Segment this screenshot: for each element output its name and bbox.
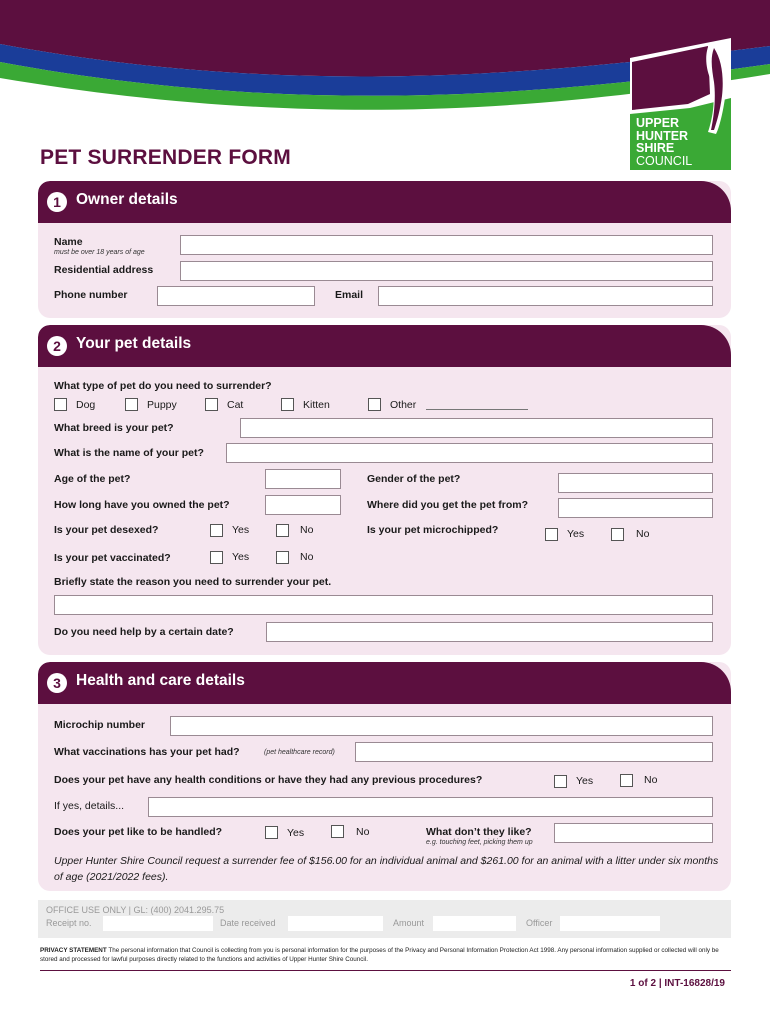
- address-input[interactable]: [180, 261, 713, 281]
- owned-duration-input[interactable]: [265, 495, 341, 515]
- section-header: [38, 662, 731, 704]
- form-title: PET SURRENDER FORM: [40, 146, 291, 169]
- vaccinations-input[interactable]: [355, 742, 713, 762]
- pet-type-question: What type of pet do you need to surrender?: [54, 380, 272, 392]
- section-number: 3: [47, 673, 67, 693]
- dislike-note: e.g. touching feet, picking them up: [426, 839, 533, 846]
- conditions-no-label: No: [644, 774, 658, 786]
- vaccinations-note: (pet healthcare record): [264, 749, 335, 756]
- microchipped-no-checkbox[interactable]: [611, 528, 624, 541]
- section-number: 2: [47, 336, 67, 356]
- address-label: Residential address: [54, 264, 154, 276]
- section-header: [38, 325, 731, 367]
- details-input[interactable]: [148, 797, 713, 817]
- officer-input[interactable]: [560, 916, 660, 931]
- logo-line-3: SHIRE: [636, 141, 675, 155]
- microchipped-no-label: No: [636, 528, 650, 540]
- desexed-yes-checkbox[interactable]: [210, 524, 223, 537]
- vaccinated-label: Is your pet vaccinated?: [54, 552, 171, 564]
- owned-duration-label: How long have you owned the pet?: [54, 499, 230, 511]
- dislike-label: What don’t they like?: [426, 826, 532, 838]
- receipt-label: Receipt no.: [46, 918, 92, 928]
- dislike-input[interactable]: [554, 823, 713, 843]
- email-input[interactable]: [378, 286, 713, 306]
- section-header: [38, 181, 731, 223]
- needed-date-input[interactable]: [266, 622, 713, 642]
- source-label: Where did you get the pet from?: [367, 499, 529, 511]
- microchip-number-label: Microchip number: [54, 719, 146, 731]
- reason-label: Briefly state the reason you need to surrender your pet.: [54, 576, 332, 588]
- amount-input[interactable]: [433, 916, 516, 931]
- section-title: Health and care details: [76, 672, 245, 689]
- logo-line-4: COUNCIL: [636, 153, 693, 168]
- vaccinations-label: What vaccinations has your pet had?: [54, 746, 240, 758]
- amount-label: Amount: [393, 918, 425, 928]
- microchipped-yes-checkbox[interactable]: [545, 528, 558, 541]
- conditions-label: Does your pet have any health conditions or have they had any previous procedures?: [54, 774, 483, 786]
- privacy-heading: PRIVACY STATEMENT: [40, 947, 107, 954]
- handled-no-checkbox[interactable]: [331, 825, 344, 838]
- handled-no-label: No: [356, 826, 370, 838]
- gender-input[interactable]: [558, 473, 713, 493]
- source-input[interactable]: [558, 498, 713, 518]
- handled-label: Does your pet like to be handled?: [54, 826, 223, 838]
- vaccinated-yes-label: Yes: [232, 551, 250, 563]
- date-received-input[interactable]: [288, 916, 383, 931]
- phone-label: Phone number: [54, 289, 128, 301]
- desexed-no-label: No: [300, 524, 314, 536]
- microchip-number-input[interactable]: [170, 716, 713, 736]
- desexed-label: Is your pet desexed?: [54, 524, 159, 536]
- pet-type-kitten-checkbox[interactable]: [281, 398, 294, 411]
- pet-type-other-checkbox[interactable]: [368, 398, 381, 411]
- conditions-yes-label: Yes: [576, 775, 594, 787]
- age-input[interactable]: [265, 469, 341, 489]
- age-label: Age of the pet?: [54, 473, 131, 485]
- pet-type-puppy-label: Puppy: [147, 399, 177, 411]
- surrender-fee-note: Upper Hunter Shire Council request a surrender fee of $156.00 for an individual animal and $261.00 for an animal with a litter under six months of age (2021/2022 fees).: [54, 855, 719, 883]
- footer-divider: [40, 970, 731, 971]
- handled-yes-checkbox[interactable]: [265, 826, 278, 839]
- microchipped-yes-label: Yes: [567, 528, 585, 540]
- officer-label: Officer: [526, 918, 553, 928]
- pet-type-kitten-label: Kitten: [303, 399, 330, 411]
- pet-type-puppy-checkbox[interactable]: [125, 398, 138, 411]
- details-label: If yes, details...: [54, 800, 125, 812]
- desexed-yes-label: Yes: [232, 524, 250, 536]
- section-title: Owner details: [76, 191, 178, 208]
- conditions-yes-checkbox[interactable]: [554, 775, 567, 788]
- office-use-panel: [38, 900, 731, 938]
- vaccinated-no-checkbox[interactable]: [276, 551, 289, 564]
- breed-input[interactable]: [240, 418, 713, 438]
- desexed-no-checkbox[interactable]: [276, 524, 289, 537]
- gender-label: Gender of the pet?: [367, 473, 461, 485]
- pet-type-other-label: Other: [390, 399, 417, 411]
- microchipped-label: Is your pet microchipped?: [367, 524, 499, 536]
- logo-line-1: UPPER: [636, 116, 680, 130]
- phone-input[interactable]: [157, 286, 315, 306]
- pet-type-cat-checkbox[interactable]: [205, 398, 218, 411]
- pet-type-other-input[interactable]: [426, 409, 528, 410]
- logo-line-2: HUNTER: [636, 128, 689, 143]
- pet-type-dog-label: Dog: [76, 399, 96, 411]
- handled-yes-label: Yes: [287, 827, 305, 839]
- office-use-heading: OFFICE USE ONLY | GL: (400) 2041.295.75: [46, 905, 225, 915]
- section-number: 1: [47, 192, 67, 212]
- pet-name-label: What is the name of your pet?: [54, 447, 204, 459]
- owner-name-input[interactable]: [180, 235, 713, 255]
- pet-name-input[interactable]: [226, 443, 713, 463]
- privacy-text: The personal information that Council is collecting from you is personal information for the purposes of the Privacy and Personal Information Protection Act 1998. Any personal information supplied or collected will only be stored and processed for lawful purposes directly related to the functions and activities of Upper Hunter Shire Council.: [40, 947, 719, 963]
- receipt-input[interactable]: [103, 916, 213, 931]
- owner-name-note: must be over 18 years of age: [54, 249, 145, 256]
- vaccinated-no-label: No: [300, 551, 314, 563]
- email-label: Email: [335, 289, 364, 301]
- breed-label: What breed is your pet?: [54, 422, 174, 434]
- pet-type-cat-label: Cat: [227, 399, 244, 411]
- vaccinated-yes-checkbox[interactable]: [210, 551, 223, 564]
- page-number: 1 of 2 | INT-16828/19: [629, 978, 725, 989]
- owner-name-label: Name: [54, 236, 83, 248]
- logo-wordmark: [636, 117, 692, 167]
- date-received-label: Date received: [220, 918, 276, 928]
- pet-type-dog-checkbox[interactable]: [54, 398, 67, 411]
- reason-input[interactable]: [54, 595, 713, 615]
- privacy-statement: [40, 946, 732, 964]
- needed-date-label: Do you need help by a certain date?: [54, 626, 234, 638]
- section-title: Your pet details: [76, 335, 192, 352]
- conditions-no-checkbox[interactable]: [620, 774, 633, 787]
